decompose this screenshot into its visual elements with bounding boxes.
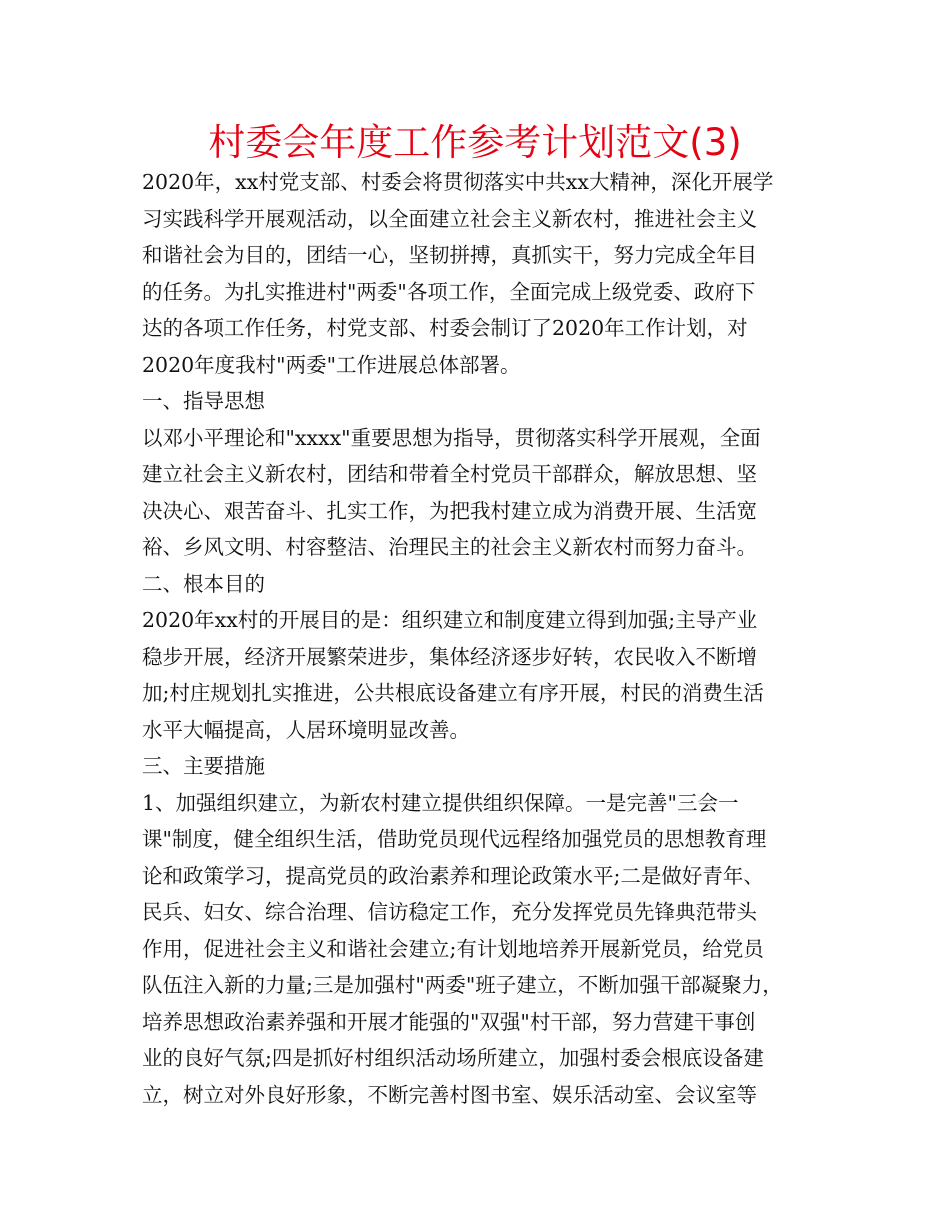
section-heading: 二、根本目的 [142,571,265,596]
text-line: 达的各项工作任务，村党支部、村委会制订了2020年工作计划，对 [142,316,748,340]
text-line: 业的良好气氛;四是抓好村组织活动场所建立，加强村委会根底设备建 [142,1046,764,1070]
text-line: 稳步开展，经济开展繁荣进步，集体经济逐步好转，农民收入不断增 [142,644,757,669]
document-body [142,164,818,1113]
section-heading: 三、主要措施 [142,754,265,778]
text-line: 水平大幅提高，人居环境明显改善。 [142,717,470,742]
text-line: 加;村庄规划扎实推进，公共根底设备建立有序开展，村民的消费生活 [142,681,764,705]
document-title: 村委会年度工作参考计划范文(3) [208,121,742,164]
text-line: 建立社会主义新农村，团结和带着全村党员干部群众，解放思想、坚 [142,462,757,486]
text-line: 作用，促进社会主义和谐社会建立;有计划地培养开展新党员，给党员 [142,936,764,961]
text-line: 2020年，xx村党支部、村委会将贯彻落实中共xx大精神，深化开展学 [142,170,774,194]
text-line: 队伍注入新的力量;三是加强村"两委"班子建立，不断加强干部凝聚力， [142,973,783,997]
text-line: 2020年度我村"两委"工作进展总体部署。 [142,352,521,377]
text-line: 1、加强组织建立，为新农村建立提供组织保障。一是完善"三会一 [142,790,739,815]
text-line: 民兵、妇女、综合治理、信访稳定工作，充分发挥党员先锋典范带头 [142,900,757,924]
text-line: 论和政策学习，提高党员的政治素养和理论政策水平;二是做好青年、 [142,863,764,888]
text-line: 习实践科学开展观活动，以全面建立社会主义新农村，推进社会主义 [142,206,757,231]
text-line: 的任务。为扎实推进村"两委"各项工作，全面完成上级党委、政府下 [142,279,756,304]
text-line: 决决心、艰苦奋斗、扎实工作，为把我村建立成为消费开展、生活宽 [142,498,757,523]
section-heading: 一、指导思想 [142,389,265,413]
text-line: 裕、乡风文明、村容整洁、治理民主的社会主义新农村而努力奋斗。 [142,535,757,559]
text-line: 2020年xx村的开展目的是：组织建立和制度建立得到加强;主导产业 [142,608,758,632]
text-line: 和谐社会为目的，团结一心，坚韧拼搏，真抓实干，努力完成全年目 [142,243,757,267]
text-line: 课"制度，健全组织生活，借助党员现代远程络加强党员的思想教育理 [142,827,767,851]
text-line: 立，树立对外良好形象，不断完善村图书室、娱乐活动室、会议室等 [142,1082,757,1107]
text-line: 以邓小平理论和"xxxx"重要思想为指导，贯彻落实科学开展观，全面 [142,425,761,450]
text-line: 培养思想政治素养强和开展才能强的"双强"村干部，努力营建干事创 [142,1009,756,1034]
